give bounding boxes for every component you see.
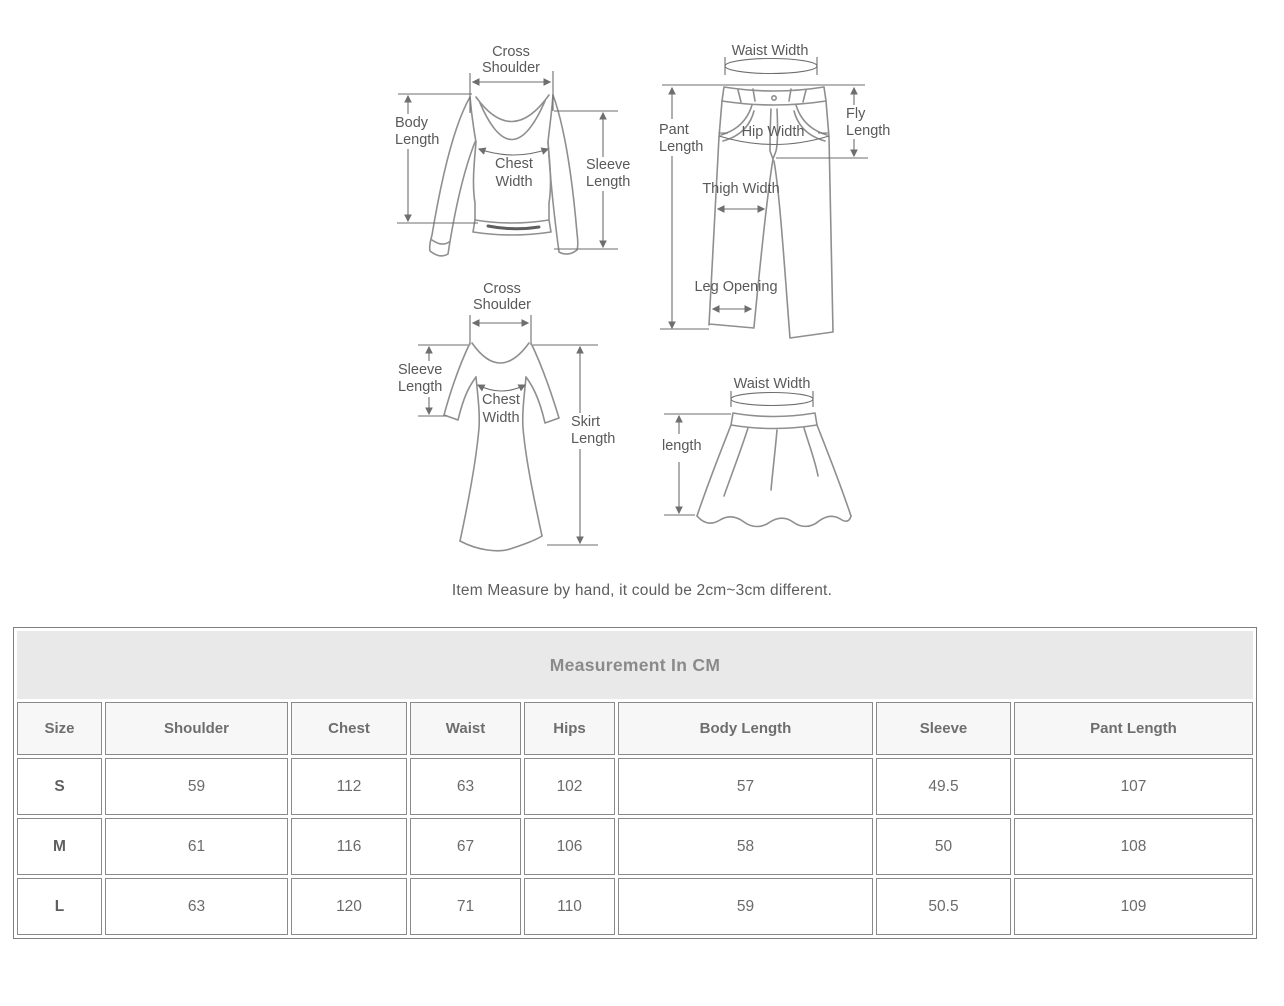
dress-sleeve-length-label: Sleeve (398, 362, 443, 378)
sweater-body-length-label: Length (395, 132, 440, 148)
dress-sleeve-length-label: Length (398, 379, 443, 395)
table-row-l (17, 878, 1253, 935)
sweater-chest-width-label: Chest (495, 156, 533, 172)
column-header-sleeve: Sleeve (876, 702, 1011, 755)
chest-width-arrow (479, 149, 548, 155)
dress-diagram (392, 273, 647, 563)
value-cell: 61 (105, 818, 288, 875)
pants-waist-width-label: Waist Width (731, 43, 809, 59)
dress-skirt-length-label: Skirt (571, 414, 600, 430)
value-cell: 71 (410, 878, 521, 935)
value-cell: 120 (291, 878, 407, 935)
value-cell: 58 (618, 818, 873, 875)
size-cell: S (17, 758, 102, 815)
value-cell: 50.5 (876, 878, 1011, 935)
value-cell: 57 (618, 758, 873, 815)
sweater-sleeve-length-label: Sleeve (586, 157, 631, 173)
dress-skirt-length-label: Length (571, 431, 616, 447)
table-row-s (17, 758, 1253, 815)
sweater-body-length-label: Body (395, 115, 429, 131)
value-cell: 63 (410, 758, 521, 815)
table-row-m (17, 818, 1253, 875)
column-header-chest: Chest (291, 702, 407, 755)
value-cell: 102 (524, 758, 615, 815)
column-header-body-length: Body Length (618, 702, 873, 755)
dress-chest-width-label: Width (482, 410, 520, 426)
size-cell: L (17, 878, 102, 935)
dress-hem (460, 536, 542, 551)
skirt-waistband (731, 413, 817, 429)
size-cell: M (17, 818, 102, 875)
value-cell: 67 (410, 818, 521, 875)
column-header-waist: Waist (410, 702, 521, 755)
dress-cross-shoulder-label: Shoulder (472, 297, 532, 313)
dress-cross-shoulder-label: Cross (483, 281, 521, 297)
pants-hip-width-label: Hip Width (741, 124, 805, 140)
value-cell: 110 (524, 878, 615, 935)
value-cell: 108 (1014, 818, 1253, 875)
dress-chest-width-arrow (478, 385, 525, 391)
sweater-cross-shoulder-label: Cross (492, 44, 530, 60)
table-header-row (17, 702, 1253, 755)
skirt-length-label: length (662, 438, 702, 454)
column-header-hips: Hips (524, 702, 615, 755)
sweater-chest-width-label: Width (495, 174, 533, 190)
value-cell: 106 (524, 818, 615, 875)
value-cell: 112 (291, 758, 407, 815)
value-cell: 59 (618, 878, 873, 935)
skirt-hem (697, 516, 851, 527)
sweater-cross-shoulder-label: Shoulder (481, 60, 541, 76)
pants-pant-length-label: Length (659, 139, 704, 155)
column-header-shoulder: Shoulder (105, 702, 288, 755)
value-cell: 107 (1014, 758, 1253, 815)
sweater-sleeve-length-label: Length (586, 174, 631, 190)
value-cell: 50 (876, 818, 1011, 875)
dress-neckline (472, 343, 529, 363)
sweater-diagram (392, 35, 647, 265)
pants-thigh-width-label: Thigh Width (702, 181, 780, 197)
column-header-size: Size (17, 702, 102, 755)
measurement-table (13, 627, 1257, 939)
dress-chest-width-label: Chest (482, 392, 520, 408)
column-header-pant-length: Pant Length (1014, 702, 1253, 755)
table-title: Measurement In CM (17, 631, 1253, 699)
waist-width-ellipse (725, 59, 817, 74)
size-diagram-panel (387, 30, 897, 575)
value-cell: 116 (291, 818, 407, 875)
skirt-waist-width-label: Waist Width (733, 376, 811, 392)
sweater-hem-accent (488, 226, 539, 229)
pants-fly-length-label: Length (846, 123, 891, 139)
table-title-row (17, 631, 1253, 699)
pants-fly-length-label: Fly (846, 106, 866, 122)
value-cell: 59 (105, 758, 288, 815)
skirt-diagram (652, 368, 892, 533)
pants-pant-length-label: Pant (659, 122, 689, 138)
value-cell: 63 (105, 878, 288, 935)
measure-note: Item Measure by hand, it could be 2cm~3cm different. (451, 582, 833, 599)
value-cell: 109 (1014, 878, 1253, 935)
pants-leg-opening-label: Leg Opening (694, 279, 778, 295)
skirt-waist-ellipse (731, 393, 813, 406)
value-cell: 49.5 (876, 758, 1011, 815)
pants-diagram (652, 35, 897, 340)
